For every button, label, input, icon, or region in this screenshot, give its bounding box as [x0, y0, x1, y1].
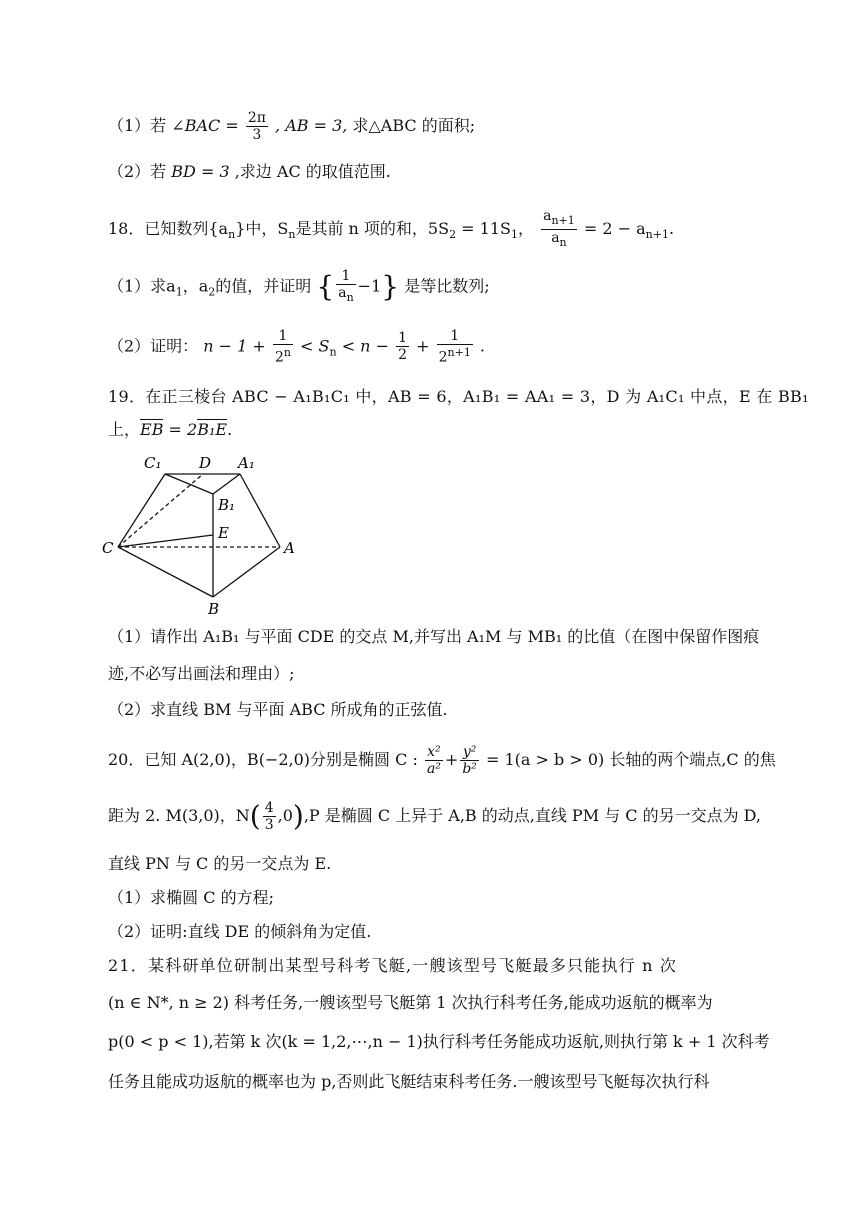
q20-part1: （1）求椭圆 C 的方程;	[108, 888, 274, 907]
q21-line4: 任务且能成功返航的概率也为 p,否则此飞艇结束科考任务.一艘该型号飞艇每次执行科	[108, 1072, 710, 1091]
q18-stem: 18．已知数列$\{a_n\}$中，$S_n$是其前 n 项的和，$5S_2 = 11S_1$， $\frac{a_{n+1}}{a_n}$ = $2 - a_{n+1}$.	[108, 208, 675, 249]
edge-a1-b1	[213, 474, 240, 494]
q21-line2: (n ∈ N*, n ≥ 2) 科考任务,一艘该型号飞艇第 1 次执行科考任务,能成功返航的概率为	[108, 993, 713, 1012]
q20-line2: 距为 2. M(3,0)，N( $\frac{4}{3}$ ,0),P 是椭圆 C 上异于 A,B 的动点,直线 PM 与 C 的另一交点为 D,	[108, 799, 762, 833]
fraction: $\frac{1}{a_n}$	[338, 268, 354, 304]
fraction: $\frac{\text{x²}}{\text{a²}}$	[426, 744, 441, 777]
q20-part2: （2）证明:直线 DE 的倾斜角为定值.	[108, 922, 372, 941]
q19-part1-line2: 迹,不必写出画法和理由）;	[108, 664, 295, 683]
frustum-figure	[100, 452, 310, 622]
label-c: C	[102, 539, 114, 557]
edge-c1-b1	[165, 474, 213, 494]
edge-c-b	[118, 547, 213, 597]
label-c1: C₁	[144, 454, 162, 472]
fraction: $\frac{1}{2}$	[398, 330, 407, 364]
segment-c-e	[118, 535, 213, 547]
edge-a1-a	[240, 474, 280, 547]
q19-part1-line1: （1）请作出 A₁B₁ 与平面 CDE 的交点 M,并写出 A₁M 与 MB₁ 的比值（在图中保留作图痕	[108, 627, 760, 646]
edge-a-b	[213, 547, 280, 597]
label-a: A	[284, 539, 295, 557]
q17-part1: （1）若 ∠BAC = $\frac{2\pi}{3}$ , AB = 3, 求△ABC 的面积;	[108, 110, 476, 143]
label-b: B	[208, 600, 220, 618]
label-b1: B₁	[218, 496, 236, 514]
fraction: $\frac{2\pi}{3}$	[247, 110, 266, 143]
q21-line1: 21．某科研单位研制出某型号科考飞艇,一艘该型号飞艇最多只能执行 n 次	[108, 956, 678, 975]
fraction: $\frac{a_{n+1}}{a_n}$	[543, 208, 575, 249]
edge-c1-c	[118, 474, 165, 547]
fraction: $\frac{1}{2^n}$	[274, 328, 291, 366]
label-e: E	[218, 524, 229, 542]
q20-line1: 20．已知 A(2,0)，B(−2,0)分别是椭圆 C : $\frac{\text{x²}}{\text{a²}}$ + $\frac{\text{y²}}{\text{b²}}$ = 1(a > b > 0) 长轴的两个端点,C 的焦	[108, 744, 776, 777]
q17-part2: （2）若 BD = 3 ,求边 AC 的取值范围.	[108, 162, 391, 181]
fraction: $\frac{1}{2^{n+1}}$	[438, 328, 471, 366]
label-a1: A₁	[238, 454, 255, 472]
fraction: $\frac{\text{y²}}{\text{b²}}$	[462, 744, 477, 777]
q20-line3: 直线 PN 与 C 的另一交点为 E.	[108, 854, 332, 873]
q19-part2: （2）求直线 BM 与平面 ABC 所成角的正弦值.	[108, 700, 448, 719]
label-d: D	[199, 454, 212, 472]
fraction: $\frac{4}{3}$	[264, 800, 274, 833]
q18-part2: （2）证明： n − 1 + $\frac{1}{2^n}$ < $S_n < n$ − $\frac{1}{2}$ + $\frac{1}{2^{n+1}}$ .	[108, 328, 486, 366]
q19-stem-line2: 上，EB = 2B₁E.	[108, 420, 233, 439]
q18-part1: （1）求$a_1$，$a_2$的值，并证明 { $\frac{1}{a_n}$ −1} 是等比数列;	[108, 268, 490, 304]
q19-stem-line1: 19．在正三棱台 ABC − A₁B₁C₁ 中，AB = 6，A₁B₁ = AA₁ = 3，D 为 A₁C₁ 中点，E 在 BB₁	[108, 387, 809, 406]
q21-line3: p(0 < p < 1),若第 k 次(k = 1,2,⋯,n − 1)执行科考任务能成功返航,则执行第 k + 1 次科考	[108, 1032, 770, 1051]
